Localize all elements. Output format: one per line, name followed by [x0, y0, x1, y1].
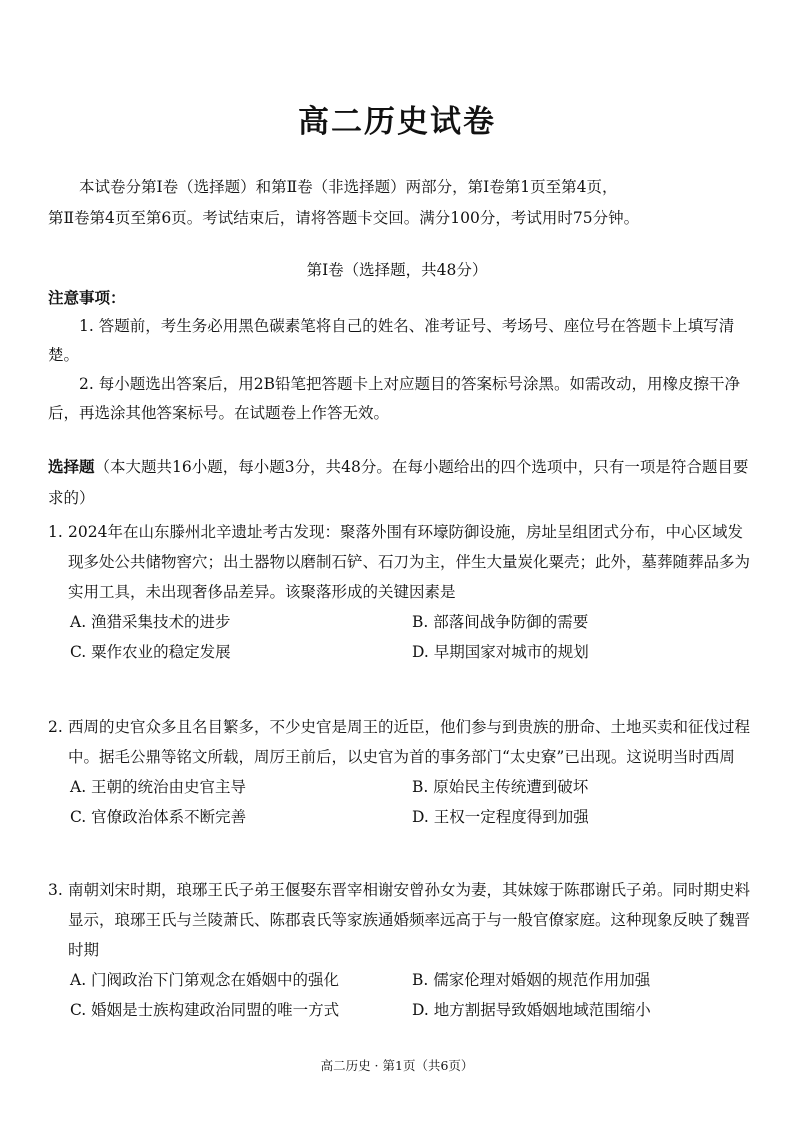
notice-list	[48, 312, 754, 428]
option-a[interactable]: A. 王朝的统治由史官主导	[70, 778, 247, 796]
choice-section-label: 选择题	[48, 458, 95, 476]
option-a[interactable]: A. 门阀政治下门第观念在婚姻中的强化	[70, 971, 340, 989]
intro-line-1: 本试卷分第Ⅰ卷（选择题）和第Ⅱ卷（非选择题）两部分，第Ⅰ卷第1页至第4页，	[79, 178, 618, 196]
notice-item-1: 1. 答题前，考生务必用黑色碳素笔将自己的姓名、准考证号、考场号、座位号在答题卡上填写清楚。	[48, 317, 735, 364]
choice-section-heading	[48, 452, 754, 514]
option-a[interactable]: A. 渔猎采集技术的进步	[70, 613, 231, 631]
option-b[interactable]: B. 部落间战争防御的需要	[412, 613, 589, 631]
option-b[interactable]: B. 儒家伦理对婚姻的规范作用加强	[412, 971, 651, 989]
question-1	[48, 517, 754, 667]
question-stem: 2024年在山东滕州北辛遗址考古发现：聚落外围有环壕防御设施，房址呈组团式分布，中心区域发现多处公共储物窖穴；出土器物以磨制石铲、石刀为主，伴生大量炭化粟壳；此外，墓葬随葬品多为实用工具，未出现奢侈品差异。该聚落形成的关键因素是	[68, 523, 751, 601]
option-list	[70, 965, 754, 1025]
choice-section-instructions: （本大题共16小题，每小题3分，共48分。在每小题给出的四个选项中，只有一项是符合题目要求的）	[48, 458, 749, 507]
option-list	[70, 772, 754, 832]
option-d[interactable]: D. 早期国家对城市的规划	[412, 643, 589, 661]
exam-intro	[48, 172, 754, 234]
question-number: 3.	[48, 881, 63, 899]
notice-label: 注意事项：	[48, 289, 126, 307]
question-number: 2.	[48, 718, 63, 736]
option-d[interactable]: D. 地方割据导致婚姻地域范围缩小	[412, 1001, 651, 1019]
question-stem: 南朝刘宋时期，琅琊王氏子弟王偃娶东晋宰相谢安曾孙女为妻，其妹嫁于陈郡谢氏子弟。同时期史料显示，琅琊王氏与兰陵萧氏、陈郡袁氏等家族通婚频率远高于与一般官僚家庭。这种现象反映了魏晋时期	[68, 881, 751, 959]
question-3	[48, 875, 754, 1025]
option-c[interactable]: C. 婚姻是士族构建政治同盟的唯一方式	[70, 1001, 340, 1019]
option-c[interactable]: C. 官僚政治体系不断完善	[70, 808, 247, 826]
question-2	[48, 712, 754, 832]
section-heading: 第Ⅰ卷（选择题，共48分）	[306, 261, 488, 279]
page-footer: 高二历史 · 第1页（共6页）	[320, 1058, 474, 1073]
question-number: 1.	[48, 523, 63, 541]
question-stem: 西周的史官众多且名目繁多，不少史官是周王的近臣，他们参与到贵族的册命、土地买卖和征伐过程中。据毛公鼎等铭文所载，周厉王前后，以史官为首的事务部门“太史寮”已出现。这说明当时西周	[68, 718, 751, 766]
exam-title: 高二历史试卷	[298, 104, 496, 140]
notice-item-2: 2. 每小题选出答案后，用2B铅笔把答题卡上对应题目的答案标号涂黑。如需改动，用橡皮擦干净后，再选涂其他答案标号。在试题卷上作答无效。	[48, 375, 740, 422]
intro-line-2: 第Ⅱ卷第4页至第6页。考试结束后，请将答题卡交回。满分100分，考试用时75分钟。	[48, 209, 640, 227]
option-c[interactable]: C. 粟作农业的稳定发展	[70, 643, 231, 661]
option-list	[70, 607, 754, 667]
option-b[interactable]: B. 原始民主传统遭到破坏	[412, 778, 589, 796]
option-d[interactable]: D. 王权一定程度得到加强	[412, 808, 589, 826]
